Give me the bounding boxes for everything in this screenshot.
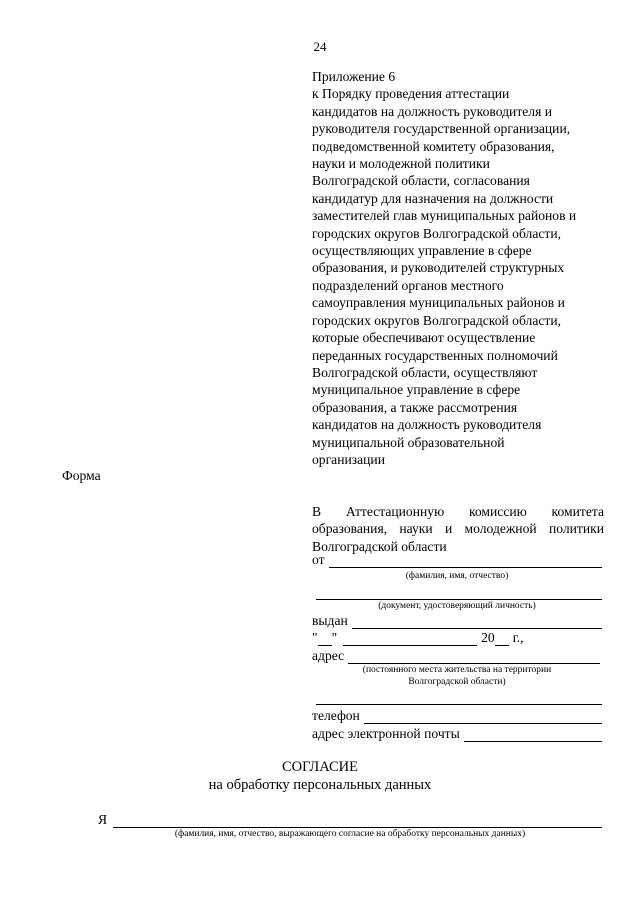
form-label: Форма: [62, 468, 101, 483]
consent-name-line[interactable]: [113, 814, 602, 828]
date-month-line[interactable]: [343, 632, 477, 646]
appendix-line: осуществляющих управление в сфере: [312, 243, 532, 259]
appendix-line: городских округов Волгоградской области,: [312, 225, 562, 241]
address-continued-field: [316, 691, 602, 705]
consent-name-hint: (фамилия, имя, отчество, выражающего согласие на обработку персональных данных): [174, 829, 526, 839]
phone-field: [312, 708, 602, 724]
address-hint-line: (постоянного места жительства на территории: [362, 665, 552, 675]
date-close-quote: ": [331, 630, 338, 645]
consent-subtitle: на обработку персональных данных: [208, 777, 432, 793]
appendix-line: образования, и руководителей структурных: [312, 260, 565, 276]
date-open-quote: ": [312, 630, 318, 645]
appendix-line: науки и молодежной политики: [312, 156, 490, 172]
date-suffix: г.,: [512, 630, 524, 645]
appendix-line: кандидатов на должность руководителя и: [312, 103, 553, 119]
appendix-line: Волгоградской области, согласования: [312, 173, 530, 189]
consent-i-label: Я: [98, 812, 108, 827]
appendix-line: кандидатов на должность руководителя: [312, 417, 542, 433]
from-label: от: [312, 552, 325, 567]
issued-field: [312, 613, 602, 629]
addressee-line: образования, науки и молодежной политики: [312, 521, 604, 537]
email-label: адрес электронной почты: [312, 726, 460, 741]
appendix-line: заместителей глав муниципальных районов и: [312, 208, 577, 224]
appendix-line: Приложение 6: [312, 69, 396, 84]
appendix-line: образования, а также рассмотрения: [312, 399, 518, 415]
date-year-line[interactable]: [495, 632, 509, 646]
date-field: [312, 630, 560, 646]
appendix-line: муниципальное управление в сфере: [312, 382, 521, 398]
appendix-line: муниципальной образовательной: [312, 434, 505, 450]
issued-input-line[interactable]: [352, 615, 602, 629]
address-field: [312, 648, 600, 664]
address-label: адрес: [312, 648, 345, 663]
from-input-line[interactable]: [329, 554, 602, 568]
appendix-line: переданных государственных полномочий: [312, 347, 558, 363]
appendix-line: городских округов Волгоградской области,: [312, 312, 562, 328]
document-hint: (документ, удостоверяющий личность): [378, 601, 536, 611]
appendix-line: к Порядку проведения аттестации: [312, 86, 510, 102]
document-field: [316, 586, 602, 600]
from-field: [312, 552, 602, 568]
email-field: [312, 726, 602, 742]
appendix-line: организации: [312, 451, 385, 467]
appendix-line: руководителя государственной организации,: [312, 121, 571, 137]
appendix-line: Волгоградской области, осуществляют: [312, 364, 538, 380]
addressee-line: Волгоградской области: [312, 538, 447, 554]
appendix-line: подразделений органов местного: [312, 277, 504, 293]
appendix-line: подведомственной комитету образования,: [312, 138, 555, 154]
email-input-line[interactable]: [464, 728, 602, 742]
appendix-line: кандидатур для назначения на должности: [312, 190, 554, 206]
date-year-prefix: 20: [481, 630, 495, 645]
document-input-line[interactable]: [316, 586, 602, 600]
consent-name-field: [98, 812, 602, 828]
phone-label: телефон: [312, 708, 360, 723]
address-input-line[interactable]: [348, 650, 600, 664]
phone-input-line[interactable]: [364, 710, 602, 724]
address-continued-line[interactable]: [316, 691, 602, 705]
appendix-line: которые обеспечивают осуществление: [312, 330, 536, 346]
from-hint: (фамилия, имя, отчество): [405, 571, 509, 581]
appendix-line: самоуправления муниципальных районов и: [312, 295, 565, 311]
issued-label: выдан: [312, 613, 348, 628]
addressee-line: В Аттестационную комиссию комитета: [312, 504, 604, 519]
appendix-heading: [312, 68, 608, 468]
address-hint: [312, 664, 602, 688]
page-number: 24: [313, 39, 327, 54]
address-hint-line: Волгоградской области): [408, 677, 506, 687]
date-day-line[interactable]: [318, 632, 332, 646]
consent-title-block: [0, 758, 640, 794]
addressee-block: [312, 503, 604, 555]
consent-title: СОГЛАСИЕ: [281, 759, 359, 775]
